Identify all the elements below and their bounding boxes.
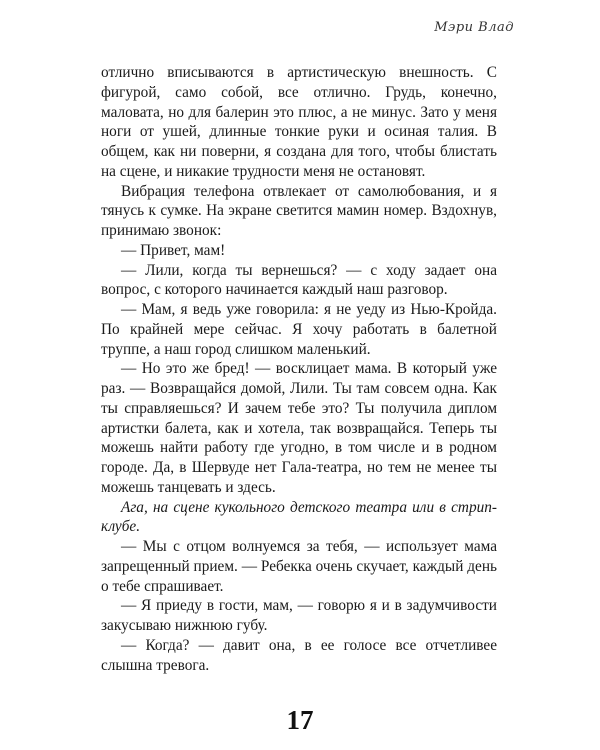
- dialogue-line: — Но это же бред! — восклицает мама. В который уже раз. — Возвращайся домой, Лили. Ты там совсем одна. Как ты справляешься? И зачем тебе это? Ты получила диплом артистки балета, как и хотела, так возвращайся. Теперь ты можешь найти работу где угодно, в том числе и в родном городе. Да, в Шервуде нет Гала-театра, но тем не менее ты можешь танцевать и здесь.: [101, 360, 497, 496]
- dialogue-line: — Когда? — давит она, в ее голосе все отчетливее слышна тревога.: [101, 636, 497, 674]
- page-number: 17: [286, 705, 314, 735]
- paragraph: отлично вписываются в артистическую внешность. С фигурой, само собой, все отлично. Грудь, конечно, маловата, но для балерин это плюс, а не минус. Зато у меня ноги от ушей, длинные тонкие руки и осиная талия. В общем, как ни поверни, я создана для того, чтобы блистать на сцене, и никакие трудности меня не остановят.: [101, 64, 497, 180]
- inner-thought: Ага, на сцене кукольного детского театра или в стрип-клубе.: [101, 498, 497, 536]
- body-text: [101, 63, 497, 675]
- running-header-author: Мэри Влад: [434, 20, 514, 35]
- dialogue-line: — Мам, я ведь уже говорила: я не уеду из Нью-Кройда. По крайней мере сейчас. Я хочу работать в балетной труппе, а наш город слишком маленький.: [101, 301, 497, 358]
- dialogue-line: — Мы с отцом волнуемся за тебя, — использует мама запрещенный прием. — Ребекка очень скучает, каждый день о тебе спрашивает.: [101, 538, 497, 595]
- paragraph: Вибрация телефона отвлекает от самолюбования, и я тянусь к сумке. На экране светится мамин номер. Вздохнув, принимаю звонок:: [101, 182, 497, 239]
- dialogue-line: — Привет, мам!: [121, 241, 226, 259]
- dialogue-line: — Я приеду в гости, мам, — говорю я и в задумчивости закусываю нижнюю губу.: [101, 597, 497, 634]
- dialogue-line: — Лили, когда ты вернешься? — с ходу задает она вопрос, с которого начинается каждый наш разговор.: [101, 261, 497, 299]
